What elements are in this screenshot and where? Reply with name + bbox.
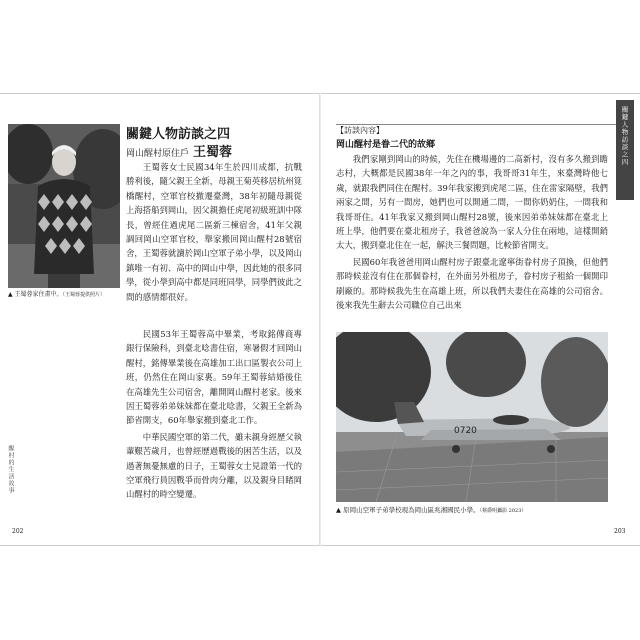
- airplane-caption-credit: （蔡爵明攝影 2023）: [479, 508, 527, 514]
- left-paragraph-1: 王蜀蓉女士民國34年生於四川成都，抗戰勝利後，隨父親王全新，母親王菊英移居杭州筧橋醒村，空軍官校撤遷臺灣，38年初隨母親從上海搭船到岡山，因父親擔任虎尾初級班訓中隊長，曾經住過虎尾二區新三棟宿舍，41年父親調回岡山空軍官校，舉家搬回岡山醒村28號宿舍，王蜀蓉就讀於岡山空軍子弟小學，以及岡山鎮唯一有初、高中的岡山中學，因此她的很多同學，從小學到高中都是同班同學，同學們彼此之間的感情都很好。: [126, 162, 302, 302]
- section-title: 關鍵人物訪談之四: [126, 127, 231, 142]
- left-text-bottom: [126, 327, 302, 504]
- left-folio: 202: [12, 528, 24, 535]
- photo-caption-text: ▲ 王蜀蓉家住畫中。: [8, 291, 63, 298]
- right-paragraph-1: 我們家剛到岡山的時候，先住在機場邊的二高新村，沒有多久搬到瞻志村，大概都是民國38年一年之內的事，我哥哥31年生，來臺灣時他七歲，就跟我們同住在醒村。39年我家搬到虎尾二區，住在雷家隔壁，我們兩家之間，另有一間房，她們也可以開通二間，一間你奶奶住，一間我和我哥哥住。41年我家又搬到岡山醒村28號，後來因弟弟妹妹都在臺北上班上學，他們要在臺北租房子，我爸爸說為一家人分住在兩地，這樣開銷太大，搬到臺北住在一起，解決三餐問題，比較節省開支。: [336, 154, 608, 251]
- plane-tail-number: 0720: [454, 426, 477, 436]
- left-paragraph-3: 中華民國空軍的第二代，雖未親身經歷父執輩艱苦歲月，也曾經歷過戰後的困苦生活，以及過著無憂無慮的日子，王蜀蓉女士見證第一代的空軍飛行員因戰爭而骨肉分離，以及親身目睹岡山醒村的時空變遷。: [126, 431, 302, 500]
- airplane-photo: [336, 332, 608, 502]
- left-text-top: [126, 160, 302, 306]
- portrait-photo: [8, 124, 120, 288]
- photo-caption: [8, 290, 126, 300]
- gutter: [319, 93, 321, 546]
- left-running-side: 醒村的生活故事: [7, 445, 14, 494]
- photo-caption-credit: （王蜀蓉提供照片）: [62, 292, 106, 298]
- right-folio: 203: [614, 528, 626, 535]
- interviewee-name: 王蜀蓉: [193, 145, 233, 160]
- interview-heading: 岡山醒村是眷二代的故鄉: [336, 140, 436, 150]
- right-text: [336, 152, 608, 314]
- airplane-caption: [336, 505, 526, 514]
- subtitle-prefix: 岡山醒村原住戶: [126, 149, 190, 159]
- left-paragraph-2: 民國53年王蜀蓉高中畢業，考取銘傳商專銀行保險科，到臺北唸書住宿，寒暑假才回岡山醒村，銘傳畢業後在高雄加工出口區製衣公司上班，仍然住在岡山家裏。59年王蜀蓉結婚後住在高雄先生公司宿舍，離開岡山醒村老家。後來因王蜀蓉弟弟妹妹都在臺北唸書，父親王全新為節省開支，60年舉家搬到臺北工作。: [126, 329, 302, 426]
- airplane-caption-text: ▲ 原岡山空軍子弟學校現為岡山區兆湘國民小學。: [336, 506, 480, 514]
- right-paragraph-2: 民國60年我爸爸用岡山醒村房子跟臺北遼寧街眷村房子頂換，但他們那時候並沒有住在那個眷村，在外面另外租房子，眷村房子租給一個開印刷廠的。那時候我先生在高雄上班，所以我們夫妻住在高雄的公司宿舍。後來我先生辭去公司職位自己出來: [336, 256, 608, 311]
- chapter-side-tab: [616, 100, 634, 200]
- interviewee-subtitle: [126, 141, 232, 160]
- side-tab-label: 關鍵人物訪談之四: [620, 106, 629, 166]
- bracket-label: 【訪談內容】: [336, 126, 384, 135]
